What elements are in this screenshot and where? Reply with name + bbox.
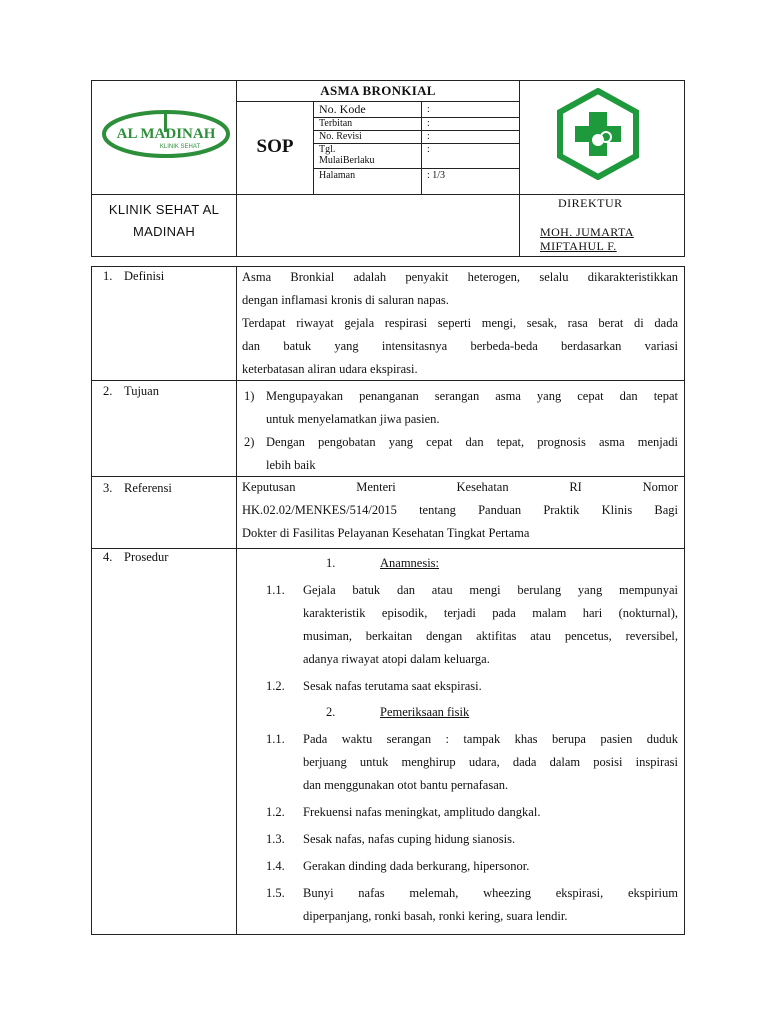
meta-label-terbitan: Terbitan bbox=[319, 118, 353, 129]
referensi-line: Dokter di Fasilitas Pelayanan Kesehatan Tingkat Pertama bbox=[242, 526, 530, 540]
tujuan-item-line: Dengan pengobatan yang cepat dan tepat, prognosis asma menjadi bbox=[266, 435, 678, 449]
prosedur-heading-num: 2. bbox=[326, 705, 336, 719]
prosedur-item-num: 1.1. bbox=[266, 583, 285, 597]
meta-value-revisi: : bbox=[427, 131, 430, 142]
prosedur-item-body bbox=[303, 882, 678, 928]
health-cross-emblem bbox=[553, 88, 643, 180]
definisi-line: dengan inflamasi kronis di saluran napas. bbox=[242, 293, 449, 307]
section-num-referensi: 3. bbox=[103, 481, 113, 495]
section-label-definisi: Definisi bbox=[124, 269, 165, 283]
sop-label: SOP bbox=[256, 136, 294, 157]
prosedur-line: Gejala batuk dan atau mengi berulang yang mempunyai bbox=[303, 583, 678, 597]
prosedur-item-num: 1.1. bbox=[266, 732, 285, 746]
clinic-logo bbox=[100, 105, 232, 163]
definisi-line: dan batuk yang intensitasnya berbeda-beda berdasarkan variasi bbox=[242, 339, 678, 353]
prosedur-item-num: 1.3. bbox=[266, 832, 285, 846]
meta-value-terbitan: : bbox=[427, 118, 430, 129]
prosedur-line: adanya riwayat atopi dalam keluarga. bbox=[303, 652, 490, 666]
direktur-name-line1: MOH. JUMARTA bbox=[540, 225, 634, 239]
definisi-line: Terdapat riwayat gejala respirasi seperti mengi, sesak, rasa berat di dada bbox=[242, 316, 678, 330]
logo-sub-text: KLINIK SEHAT bbox=[159, 144, 201, 150]
document-title: ASMA BRONKIAL bbox=[320, 83, 436, 98]
prosedur-line: karakteristik episodik, terjadi pada malam hari (nokturnal), bbox=[303, 606, 678, 620]
direktur-name-line2: MIFTAHUL F. bbox=[540, 239, 617, 253]
definisi-line: keterbatasan aliran udara ekspirasi. bbox=[242, 362, 418, 376]
meta-label-revisi: No. Revisi bbox=[319, 131, 362, 142]
meta-label-kode: No. Kode bbox=[319, 102, 366, 116]
tujuan-item-num: 1) bbox=[244, 389, 255, 403]
prosedur-item-num: 1.2. bbox=[266, 679, 285, 693]
referensi-line: HK.02.02/MENKES/514/2015 tentang Panduan Praktik Klinis Bagi bbox=[242, 503, 678, 517]
prosedur-item-num: 1.5. bbox=[266, 886, 285, 900]
definisi-line: Asma Bronkial adalah penyakit heterogen, selalu dikarakteristikkan bbox=[242, 270, 678, 284]
tujuan-item-num: 2) bbox=[244, 435, 255, 449]
prosedur-heading-num: 1. bbox=[326, 556, 336, 570]
prosedur-item-num: 1.4. bbox=[266, 859, 285, 873]
prosedur-line: Bunyi nafas melemah, wheezing ekspirasi, ekspirium bbox=[303, 886, 678, 900]
clinic-name-line2: MADINAH bbox=[132, 224, 196, 239]
prosedur-line: Sesak nafas terutama saat ekspirasi. bbox=[303, 679, 482, 693]
tujuan-item-line: Mengupayakan penanganan serangan asma yang cepat dan tepat bbox=[266, 389, 678, 403]
prosedur-heading-pemeriksaan: Pemeriksaan fisik bbox=[380, 705, 470, 719]
meta-value-tgl: : bbox=[427, 144, 430, 155]
prosedur-item-body bbox=[303, 579, 678, 671]
section-label-referensi: Referensi bbox=[124, 481, 172, 495]
prosedur-line: diperpanjang, ronki basah, ronki kering, suara lendir. bbox=[303, 909, 568, 923]
section-label-tujuan: Tujuan bbox=[124, 384, 159, 398]
prosedur-line: Sesak nafas, nafas cuping hidung sianosis. bbox=[303, 832, 516, 846]
section-num-definisi: 1. bbox=[103, 269, 113, 283]
meta-label-tgl: Tgl. bbox=[319, 144, 336, 155]
prosedur-line: Pada waktu serangan : tampak khas berupa pasien duduk bbox=[303, 732, 678, 746]
referensi-line: Keputusan Menteri Kesehatan RI Nomor bbox=[242, 480, 678, 494]
prosedur-line: dan menggunakan otot bantu pernafasan. bbox=[303, 778, 509, 792]
meta-label-halaman: Halaman bbox=[319, 170, 356, 181]
meta-value-kode: : bbox=[427, 104, 430, 115]
prosedur-line: musiman, berkaitan dengan aktifitas atau pencetus, reversibel, bbox=[303, 629, 678, 643]
meta-label-mulai-berlaku: MulaiBerlaku bbox=[319, 155, 375, 166]
prosedur-item-body bbox=[303, 728, 678, 797]
prosedur-line: berjuang untuk menghirup udara, dada dalam posisi inspirasi bbox=[303, 755, 678, 769]
tujuan-item-line: lebih baik bbox=[266, 458, 316, 472]
clinic-name-line1: KLINIK SEHAT AL bbox=[108, 202, 220, 217]
referensi-body bbox=[242, 476, 678, 545]
clinic-name bbox=[92, 199, 236, 243]
tujuan-item-line: untuk menyelamatkan jiwa pasien. bbox=[266, 412, 440, 426]
prosedur-line: Frekuensi nafas meningkat, amplitudo dangkal. bbox=[303, 805, 541, 819]
section-num-tujuan: 2. bbox=[103, 384, 113, 398]
definisi-body bbox=[242, 266, 678, 381]
meta-value-halaman: : 1/3 bbox=[427, 170, 446, 181]
direktur-label: DIREKTUR bbox=[558, 196, 623, 210]
logo-main-text: AL MADINAH bbox=[116, 126, 216, 142]
prosedur-heading-anamnesis: Anamnesis: bbox=[380, 556, 440, 570]
prosedur-line: Gerakan dinding dada berkurang, hipersonor. bbox=[303, 859, 530, 873]
section-label-prosedur: Prosedur bbox=[124, 550, 169, 564]
prosedur-item-num: 1.2. bbox=[266, 805, 285, 819]
section-num-prosedur: 4. bbox=[103, 550, 113, 564]
